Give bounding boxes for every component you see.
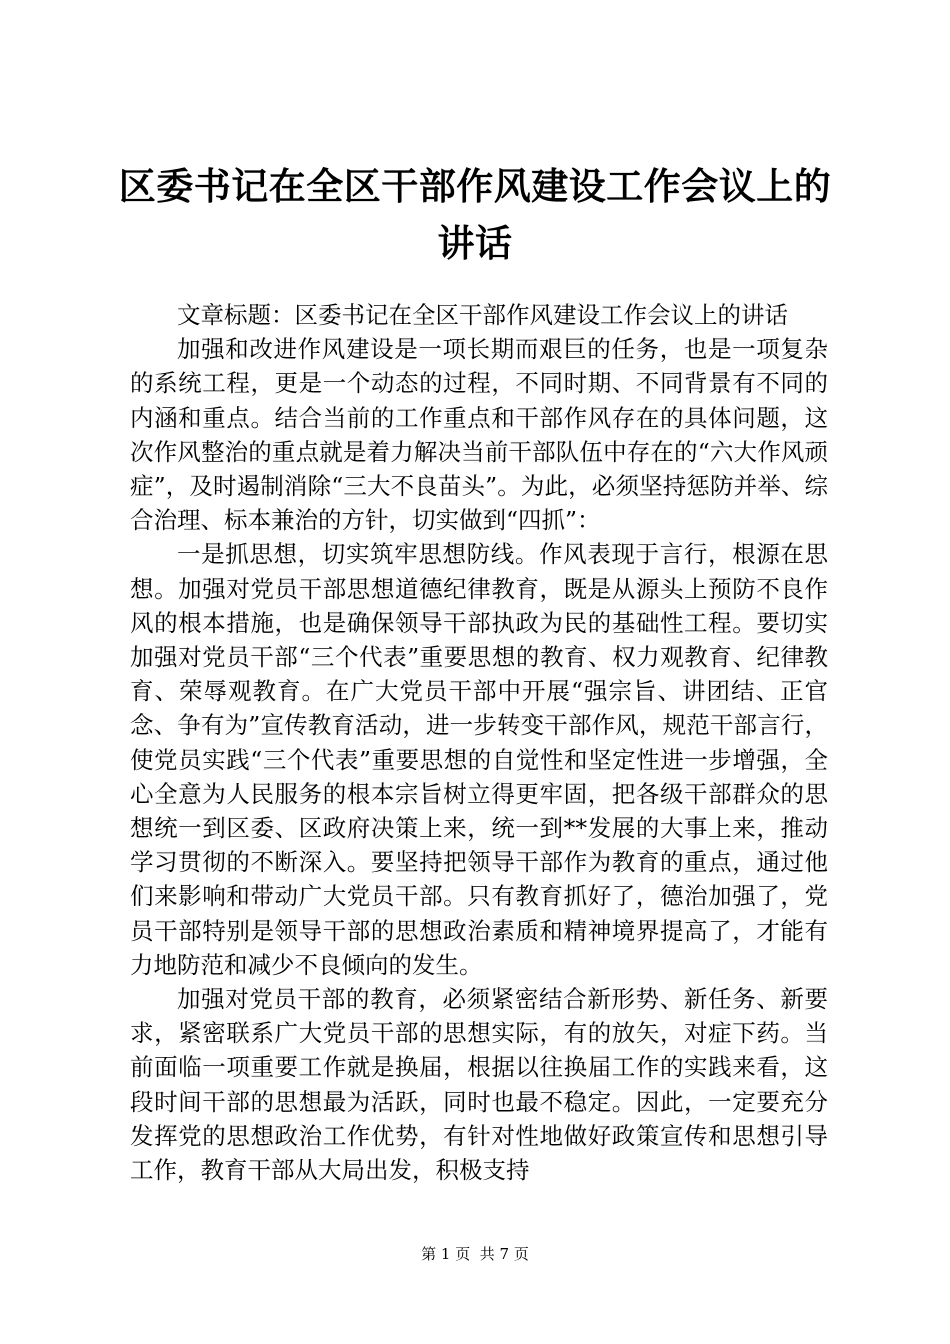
document-title: 区委书记在全区干部作风建设工作会议上的讲话	[118, 164, 832, 265]
document-body	[130, 298, 828, 1187]
paragraph-article-title: 文章标题：区委书记在全区干部作风建设工作会议上的讲话	[177, 301, 788, 329]
page-number: 第 1 页 共 7 页	[421, 1245, 529, 1263]
page-footer	[0, 1244, 950, 1264]
paragraph-education: 加强对党员干部的教育，必须紧密结合新形势、新任务、新要求，紧密联系广大党员干部的思想实际，有的放矢，对症下药。当前面临一项重要工作就是换届，根据以往换届工作的实践来看，这段时间干部的思想最为活跃，同时也最不稳定。因此，一定要充分发挥党的思想政治工作优势，有针对性地做好政策宣传和思想引导工作，教育干部从大局出发，积极支持	[130, 985, 828, 1185]
paragraph-grasp-thought: 一是抓思想，切实筑牢思想防线。作风表现于言行，根源在思想。加强对党员干部思想道德纪律教育，既是从源头上预防不良作风的根本措施，也是确保领导干部执政为民的基础性工程。要切实加强对党员干部“三个代表”重要思想的教育、权力观教育、纪律教育、荣辱观教育。在广大党员干部中开展“强宗旨、讲团结、正官念、争有为”宣传教育活动，进一步转变干部作风，规范干部言行，使党员实践“三个代表”重要思想的自觉性和坚定性进一步增强，全心全意为人民服务的根本宗旨树立得更牢固，把各级干部群众的思想统一到区委、区政府决策上来，统一到**发展的大事上来，推动学习贯彻的不断深入。要坚持把领导干部作为教育的重点，通过他们来影响和带动广大党员干部。只有教育抓好了，德治加强了，党员干部特别是领导干部的思想政治素质和精神境界提高了，才能有力地防范和减少不良倾向的发生。	[130, 540, 828, 979]
paragraph-intro: 加强和改进作风建设是一项长期而艰巨的任务，也是一项复杂的系统工程，更是一个动态的过程，不同时期、不同背景有不同的内涵和重点。结合当前的工作重点和干部作风存在的具体问题，这次作风整治的重点就是着力解决当前干部队伍中存在的“六大作风顽症”，及时遏制消除“三大不良苗头”。为此，必须坚持惩防并举、综合治理、标本兼治的方针，切实做到“四抓”：	[130, 335, 828, 535]
